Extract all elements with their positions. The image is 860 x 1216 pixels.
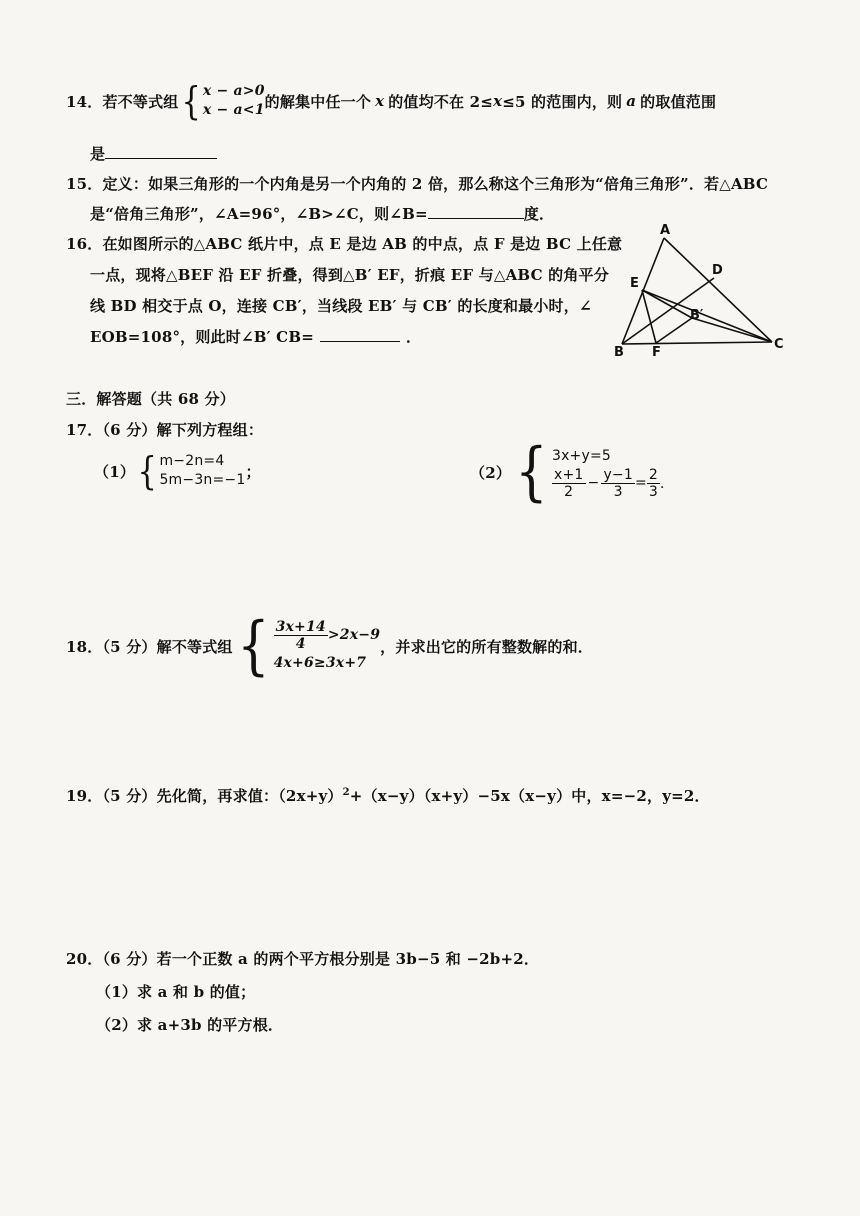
q14-system-row-2: x − a<1: [202, 102, 265, 118]
q18-row-2: 4x+6≥3x+7: [273, 654, 367, 671]
q14-answer-line: [90, 143, 217, 164]
q14-inequality-system: [179, 79, 265, 123]
q14-var-x2: x: [493, 92, 503, 110]
q17-p1-row-2: 5m−3n=−1: [159, 472, 246, 488]
label-e: E: [630, 276, 639, 291]
q14-answer-blank[interactable]: [105, 144, 217, 159]
q14-var-x: x: [375, 92, 385, 110]
q16-line-2: 一点，现将△BEF 沿 EF 折叠，得到△B′ EF，折痕 EF 与△ABC 的角平分: [90, 266, 609, 284]
q18-inequality-system: [233, 609, 381, 683]
q16-line1: 在如图所示的△ABC 纸片中，点 E 是边 AB 的中点，点 F 是边 BC 上任意: [102, 235, 623, 253]
q15-line1: 定义：如果三角形的一个内角是另一个内角的 2 倍，那么称这个三角形为“倍角三角形”．若△ABC: [102, 175, 769, 193]
q14-text-post: 的取值范围: [640, 92, 717, 111]
q18-pre: 18．（5 分）解不等式组: [66, 637, 233, 656]
label-c: C: [774, 337, 784, 352]
q16-line-3: 线 BD 相交于点 O，连接 CB′，当线段 EB′ 与 CB′ 的长度和最小时，∠: [90, 297, 592, 315]
q14-text-mid3: ≤5 的范围内，则: [502, 92, 623, 111]
q18-post: ，并求出它的所有整数解的和．: [380, 637, 593, 656]
q20-part-1: （1）求 a 和 b 的值；: [96, 983, 256, 1001]
q17-part-1: [94, 449, 261, 493]
q14-text-pre: 若不等式组: [102, 92, 179, 111]
q17-p1-label: （1）: [94, 462, 136, 481]
side-bc: [622, 342, 772, 344]
q17-p1-end: ；: [245, 462, 261, 481]
question-15: [66, 173, 768, 194]
segment-fb-prime: [656, 318, 692, 343]
left-brace-icon: {: [137, 449, 157, 493]
q17-part-2: [470, 435, 675, 509]
question-16: [66, 233, 622, 254]
q19-pre: 19．（5 分）先化简，再求值：（2x+y）: [66, 787, 343, 805]
label-f: F: [652, 345, 661, 360]
q19-exponent: 2: [342, 787, 350, 798]
q19-post: +（x−y）（x+y）−5x（x−y）中，x=−2，y=2．: [349, 787, 710, 805]
section-3-title: 三．解答题（共 68 分）: [66, 390, 235, 408]
q14-number: 14．: [66, 92, 103, 111]
q14-system-row-1: x − a>0: [202, 83, 265, 99]
q16-line-4: [90, 326, 421, 347]
q14-text-mid: 的解集中任一个: [264, 92, 372, 111]
q15-answer-blank[interactable]: [428, 204, 524, 219]
q14-line2: 是: [90, 145, 106, 163]
left-brace-icon: {: [236, 609, 270, 683]
q20-part-2: （2）求 a+3b 的平方根．: [96, 1016, 284, 1034]
question-17-title: 17．（6 分）解下列方程组：: [66, 421, 264, 439]
label-a: A: [660, 223, 671, 238]
q16-line4a: EOB=108°，则此时∠B′ CB=: [90, 328, 314, 346]
q17-p2-fraction-3: $\frac{2}{3}$: [648, 466, 659, 500]
segment-eb-prime: [642, 290, 692, 318]
q17-p2-fraction-2: $\frac{y-1}{3}$: [603, 466, 633, 500]
q17-p2-system: [511, 435, 675, 509]
q17-p2-label: （2）: [470, 463, 512, 482]
left-brace-icon: {: [180, 79, 201, 123]
fold-ef: [642, 290, 656, 343]
q14-text-mid2: 的值均不在 2≤: [388, 92, 494, 111]
q15-number: 15．: [66, 175, 103, 193]
question-19: [66, 785, 710, 806]
left-brace-icon: {: [515, 435, 548, 509]
q18-row-1: $\frac{3x+14}{4}$ >2x−9: [275, 618, 381, 652]
question-18: [66, 609, 593, 683]
q14-var-a: a: [626, 92, 637, 110]
label-b-prime: B′: [690, 308, 704, 323]
question-14: [66, 79, 717, 123]
q16-answer-blank[interactable]: [320, 327, 400, 342]
q17-p1-system: [135, 449, 246, 493]
q17-p2-row-2: $\frac{x+1}{2}$ − $\frac{y-1}{3}$ = $\frac{2}{3}$ ．: [553, 466, 675, 500]
question-20-title: 20．（6 分）若一个正数 a 的两个平方根分别是 3b−5 和 −2b+2．: [66, 950, 540, 968]
q16-number: 16．: [66, 235, 103, 253]
q17-p2-fraction-1: $\frac{x+1}{2}$: [553, 466, 584, 500]
q15-line2a: 是“倍角三角形”，∠A=96°，∠B>∠C，则∠B=: [90, 205, 428, 223]
q16-line4b: ．: [405, 328, 422, 346]
q17-p1-row-1: m−2n=4: [159, 453, 225, 469]
q16-triangle-figure: [604, 222, 794, 362]
q18-fraction: $\frac{3x+14}{4}$: [275, 618, 326, 652]
label-b: B: [614, 345, 624, 360]
label-d: D: [712, 263, 723, 278]
q15-line-2: [90, 203, 554, 224]
q17-p2-row-1: 3x+y=5: [551, 447, 612, 464]
q15-line2b: 度．: [523, 205, 555, 223]
